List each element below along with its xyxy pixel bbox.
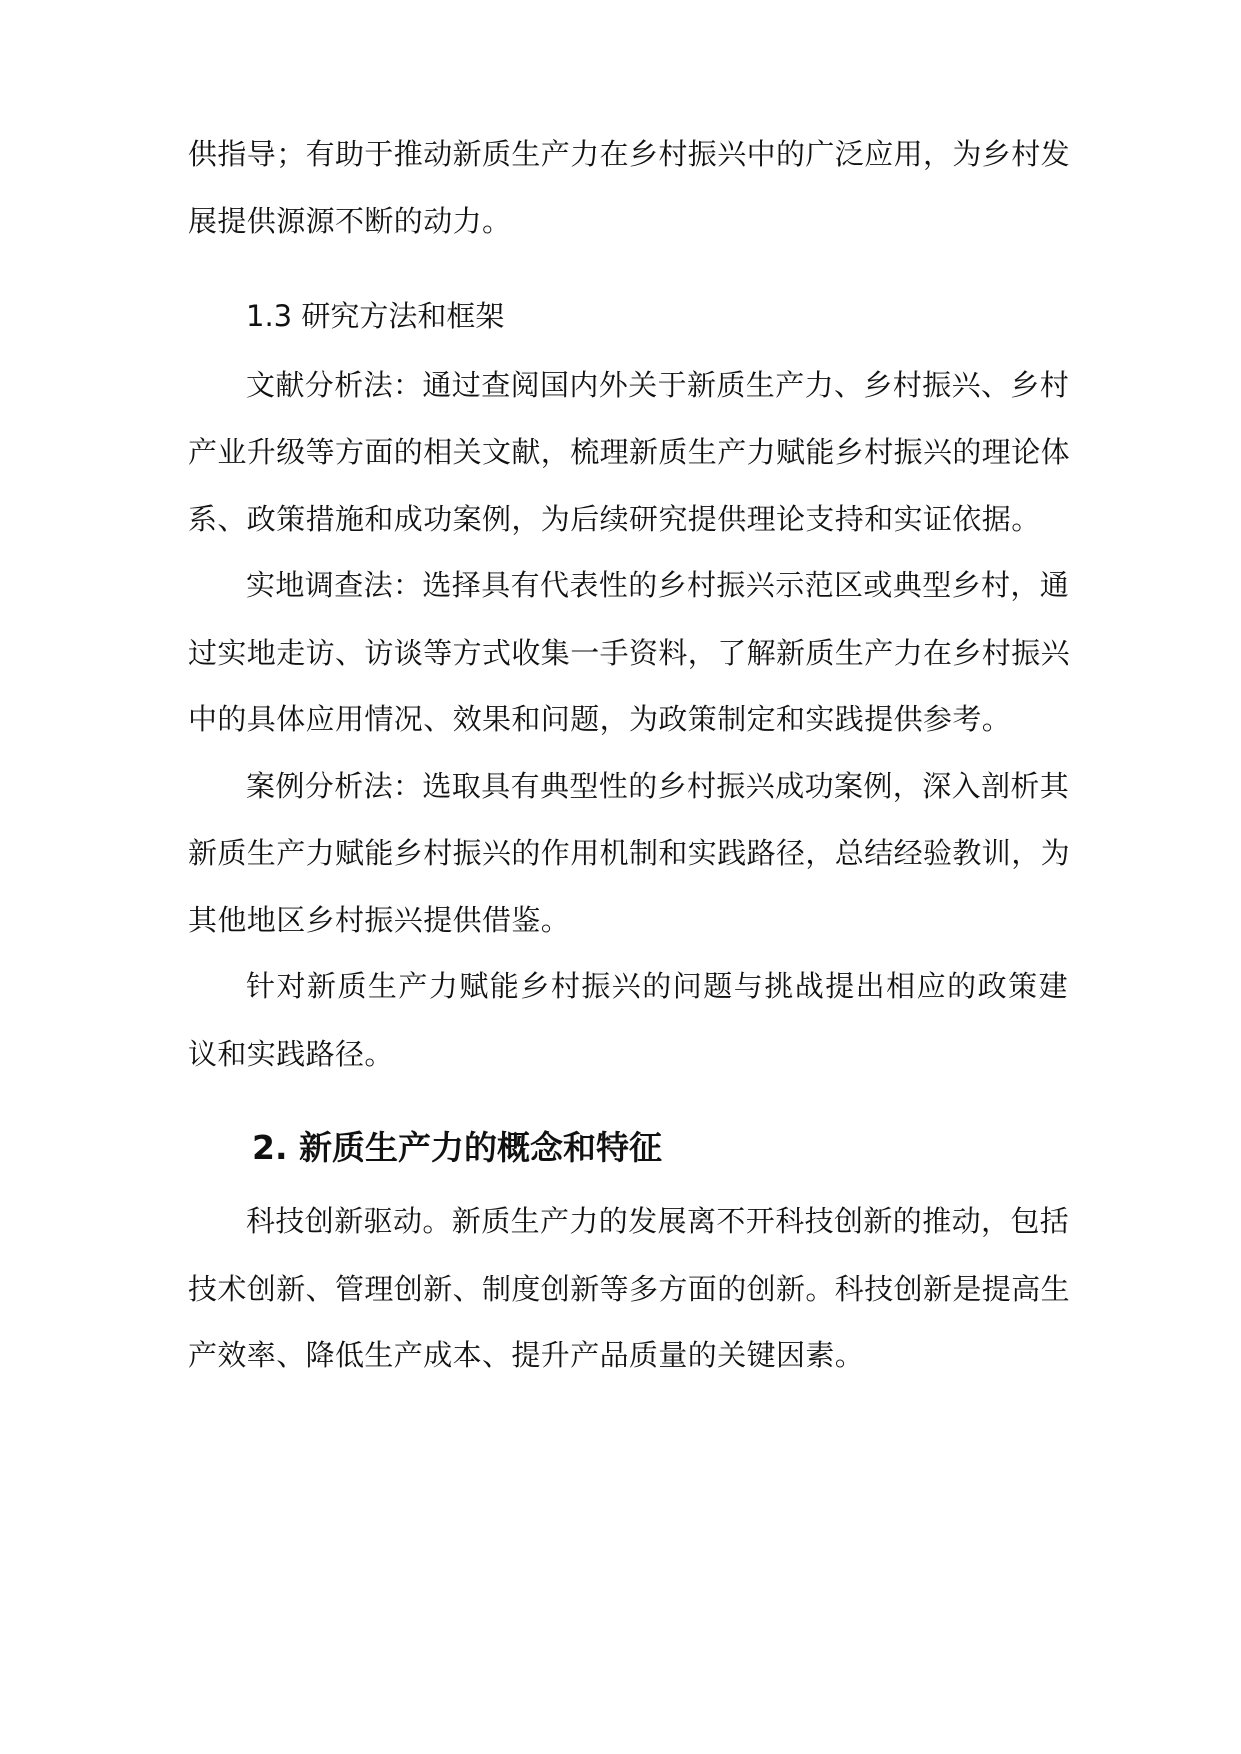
paragraph-line: 其他地区乡村振兴提供借鉴。	[188, 903, 571, 937]
paragraph-line: 科技创新驱动。新质生产力的发展离不开科技创新的推动，包括	[246, 1204, 1070, 1238]
paragraph-line: 议和实践路径。	[188, 1037, 394, 1071]
section-heading-1-3: 1.3 研究方法和框架	[246, 299, 505, 333]
paragraph-line: 产业升级等方面的相关文献，梳理新质生产力赋能乡村振兴的理论体	[188, 435, 1071, 469]
paragraph-line: 技术创新、管理创新、制度创新等多方面的创新。科技创新是提高生	[188, 1272, 1071, 1306]
section-heading-2: 2. 新质生产力的概念和特征	[252, 1128, 662, 1167]
paragraph-line: 文献分析法：通过查阅国内外关于新质生产力、乡村振兴、乡村	[246, 368, 1070, 402]
paragraph-line: 过实地走访、访谈等方式收集一手资料，了解新质生产力在乡村振兴	[188, 636, 1071, 670]
paragraph-line: 针对新质生产力赋能乡村振兴的问题与挑战提出相应的政策建	[246, 969, 1068, 1003]
paragraph-line: 产效率、降低生产成本、提升产品质量的关键因素。	[188, 1338, 865, 1372]
paragraph-line: 系、政策措施和成功案例，为后续研究提供理论支持和实证依据。	[188, 502, 1041, 536]
paragraph-line: 中的具体应用情况、效果和问题，为政策制定和实践提供参考。	[188, 702, 1012, 736]
paragraph-line: 实地调查法：选择具有代表性的乡村振兴示范区或典型乡村，通	[246, 568, 1070, 602]
paragraph-line: 供指导；有助于推动新质生产力在乡村振兴中的广泛应用，为乡村发	[188, 137, 1071, 171]
paragraph-line: 新质生产力赋能乡村振兴的作用机制和实践路径，总结经验教训，为	[188, 836, 1071, 870]
paragraph-line: 展提供源源不断的动力。	[188, 204, 512, 238]
paragraph-line: 案例分析法：选取具有典型性的乡村振兴成功案例，深入剖析其	[246, 769, 1070, 803]
